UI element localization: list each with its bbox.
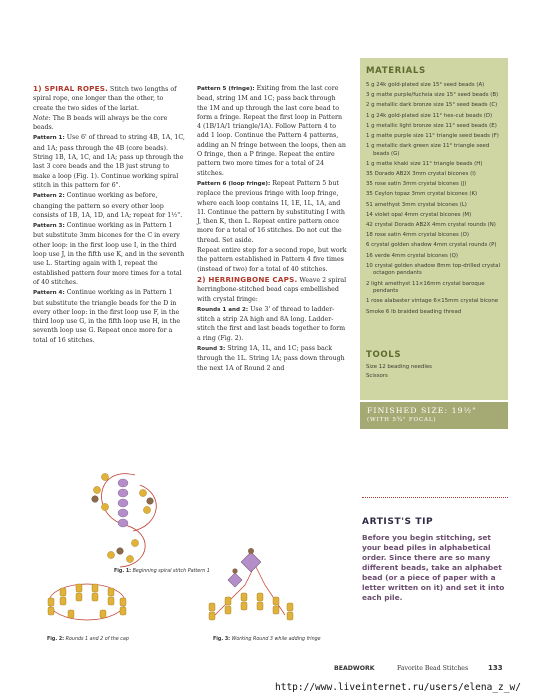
pattern-6-text: Repeat Pattern 5 but replace the previous fringe with loop fringe, where each loop contains 1I, 1E, 1L, 1A, and 1I. Continue the pattern by substituting I with J, then K, then L. Repeat entire pattern once more for a total of 16 stitches. Do not cut the thread. Set aside. xyxy=(197,179,345,244)
figure-1-label: Fig. 1: xyxy=(114,569,132,574)
rounds-1-2-label: Rounds 1 and 2: xyxy=(197,306,249,313)
material-item: 1 g matte purple size 11° triangle seed beads (F) xyxy=(366,132,499,139)
pattern-5-label: Pattern 5 (fringe): xyxy=(197,86,255,92)
repeat-paragraph: Repeat entire step for a second rope, but work the pattern established in Pattern 4 five times (instead of two) for a total of 40 stitches. xyxy=(197,247,347,273)
pattern-1-text: Use 6' of thread to string 4B, 1A, 1C, and 1A; pass through the 4B (core beads). String 1B, 1A, 1C, and 1A; pass up through the last 3 core beads and the 1B just strung to make a loop (Fig. 1). Continue working spiral stitch in this pattern for 6". xyxy=(33,134,185,189)
material-item: 6 crystal golden shadow 4mm crystal rounds (P) xyxy=(366,242,497,249)
footer-title: Favorite Bead Stitches xyxy=(397,665,469,672)
spiral-paragraph xyxy=(33,84,185,113)
column-left xyxy=(33,84,185,346)
materials-heading: MATERIALS xyxy=(366,66,426,76)
watermark-url: http://www.liveinternet.ru/users/elena_z_w/ xyxy=(275,682,521,693)
material-item: Smoke 6 lb braided beading thread xyxy=(366,308,462,315)
material-item: 51 amethyst 3mm crystal bicones (L) xyxy=(366,201,467,208)
footer-magazine: BEADWORK xyxy=(334,665,375,672)
pattern-2-text: Continue working as before, changing the pattern so every other loop consists of 1B, 1A, 1D, and 1A; repeat for 1½". xyxy=(33,192,183,219)
artists-tip-text: Before you begin stitching, set your bead piles in alphabetical order. Since there are so many different beads, take an alphabet bead (or a piece of paper with a letter written on it) and set it into each pile. xyxy=(362,533,505,602)
herringbone-paragraph xyxy=(197,275,347,304)
material-item: 3 g matte purple/fuchsia size 15° seed beads (B) xyxy=(366,92,499,99)
pattern-5-text: Exiting from the last core bead, string 1M and 1C; pass back through the 1M and up through the last core bead to form a fringe. Repeat the first loop in Pattern 4 (1B/1A/1 triangle/1A). Follow Pattern 4 to add 1 loop. Continue the Pattern 4 patterns, adding an N fringe between the loops, then an O fringe, then a P fringe. Repeat the entire pattern two more times for a total of 24 stitches. xyxy=(197,85,346,177)
material-item: 1 g 24k gold-plated size 11° hex-cut beads (D) xyxy=(366,112,493,119)
herringbone-heading: 2) HERRINGBONE CAPS. xyxy=(197,274,298,284)
figure-2-caption xyxy=(47,637,129,642)
material-item: 10 crystal golden shadow 8mm top-drilled crystal octagon pendants xyxy=(366,262,500,277)
note-text: The B beads will always be the core beads. xyxy=(33,114,168,132)
note-paragraph xyxy=(33,114,185,133)
pattern-6 xyxy=(197,179,347,245)
tools-heading: TOOLS xyxy=(366,350,402,360)
figure-1-text: Beginning spiral stitch Pattern 1 xyxy=(131,569,210,574)
page-number: 133 xyxy=(488,664,503,672)
materials-list xyxy=(366,82,506,319)
rounds-1-2 xyxy=(197,305,347,343)
pattern-1-label: Pattern 1: xyxy=(33,135,65,142)
material-item: 35 Dorado AB2X 3mm crystal bicones (I) xyxy=(366,171,476,178)
pattern-4-text: Continue working as in Pattern 1 but substitute the triangle beads for the D in every other loop: in the first loop use F, in the third loop use G, in the fifth loop use H, in the seventh loop use G. Repeat once more for a total of 16 stitches. xyxy=(33,289,181,344)
material-item: 42 crystal Dorado AB2X 4mm crystal rounds (N) xyxy=(366,222,496,229)
materials-sidebar xyxy=(360,58,508,400)
finished-size-focal: (WITH 5¾" FOCAL) xyxy=(367,417,437,423)
pattern-1 xyxy=(33,133,185,190)
figure-3-label: Fig. 3: xyxy=(213,637,231,642)
figure-2-cap-diagram xyxy=(40,568,135,636)
herringbone-intro: Weave 2 spiral herringbone-stitched bead caps embellished with crystal fringe: xyxy=(197,276,347,303)
tool-item: Scissors xyxy=(366,373,388,379)
tools-list xyxy=(366,363,432,381)
round-3-label: Round 3: xyxy=(197,346,226,353)
pattern-5 xyxy=(197,84,347,178)
material-item: 1 g matte khaki size 11° triangle beads (H) xyxy=(366,160,483,167)
material-item: 2 g metallic dark bronze size 15° seed beads (C) xyxy=(366,102,498,109)
material-item: 2 light amethyst 11×16mm crystal baroque pendants xyxy=(366,280,485,295)
spiral-intro: Stitch two lengths of spiral rope, one longer than the other, to create the two sides of the lariat. xyxy=(33,86,177,112)
pattern-6-label: Pattern 6 (loop fringe): xyxy=(197,180,271,187)
pattern-3-text: Continue working as in Pattern 1 but substitute 3mm bicones for the C in every other loop: in the first loop use I, in the third loop use J, in the fifth use K, and in the seventh use L. Starting again with I, repeat the established pattern four more times for a total of 40 stitches. xyxy=(33,222,185,286)
artists-tip-heading: ARTIST'S TIP xyxy=(362,517,434,527)
figure-2-text: Rounds 1 and 2 of the cap xyxy=(64,637,129,642)
finished-size-text: FINISHED SIZE: 19½" xyxy=(367,406,477,415)
round-3-text: String 1A, 1L, and 1C; pass back through the 1L. String 1A; pass down through the next 1A of Round 2 and xyxy=(197,345,345,372)
material-item: 18 rose satin 4mm crystal bicones (O) xyxy=(366,232,469,239)
material-item: 1 g metallic dark green size 11° triangle seed beads (G) xyxy=(366,143,490,157)
tip-divider xyxy=(362,497,508,498)
pattern-3-label: Pattern 3: xyxy=(33,223,65,230)
rounds-1-2-text: Use 3' of thread to ladder-stitch a strip 2A high and 8A long. Ladder-stitch the first and last beads together to form a ring (Fig. 2). xyxy=(197,305,346,342)
spiral-ropes-heading: 1) SPIRAL ROPES. xyxy=(33,84,109,93)
figure-3-text: Working Round 3 while adding fringe xyxy=(230,637,321,642)
pattern-4 xyxy=(33,288,185,345)
finished-size-bar xyxy=(360,402,508,429)
material-item: 35 rose satin 3mm crystal bicones (J) xyxy=(366,181,467,188)
tool-item: Size 12 beading needles xyxy=(366,364,432,370)
round-3 xyxy=(197,344,347,373)
material-item: 35 Ceylon topaz 3mm crystal bicones (K) xyxy=(366,191,478,198)
note-label: Note: xyxy=(33,114,51,122)
column-middle xyxy=(197,84,347,374)
figure-2-label: Fig. 2: xyxy=(47,637,65,642)
figure-3-round-diagram xyxy=(195,545,305,633)
material-item: 5 g 24k gold-plated size 15° seed beads (A) xyxy=(366,82,485,88)
pattern-2-label: Pattern 2: xyxy=(33,193,65,200)
pattern-3 xyxy=(33,221,185,287)
pattern-4-label: Pattern 4: xyxy=(33,290,65,297)
figure-3-caption xyxy=(213,637,321,642)
material-item: 14 violet opal 4mm crystal bicones (M) xyxy=(366,211,472,218)
material-item: 16 verde 4mm crystal bicones (Q) xyxy=(366,252,458,259)
figure-1-spiral-diagram xyxy=(75,455,170,575)
material-item: 1 rose alabaster vintage 6×15mm crystal bicone xyxy=(366,298,499,305)
pattern-2 xyxy=(33,191,185,220)
material-item: 1 g metallic light bronze size 11° seed beads (E) xyxy=(366,122,497,129)
